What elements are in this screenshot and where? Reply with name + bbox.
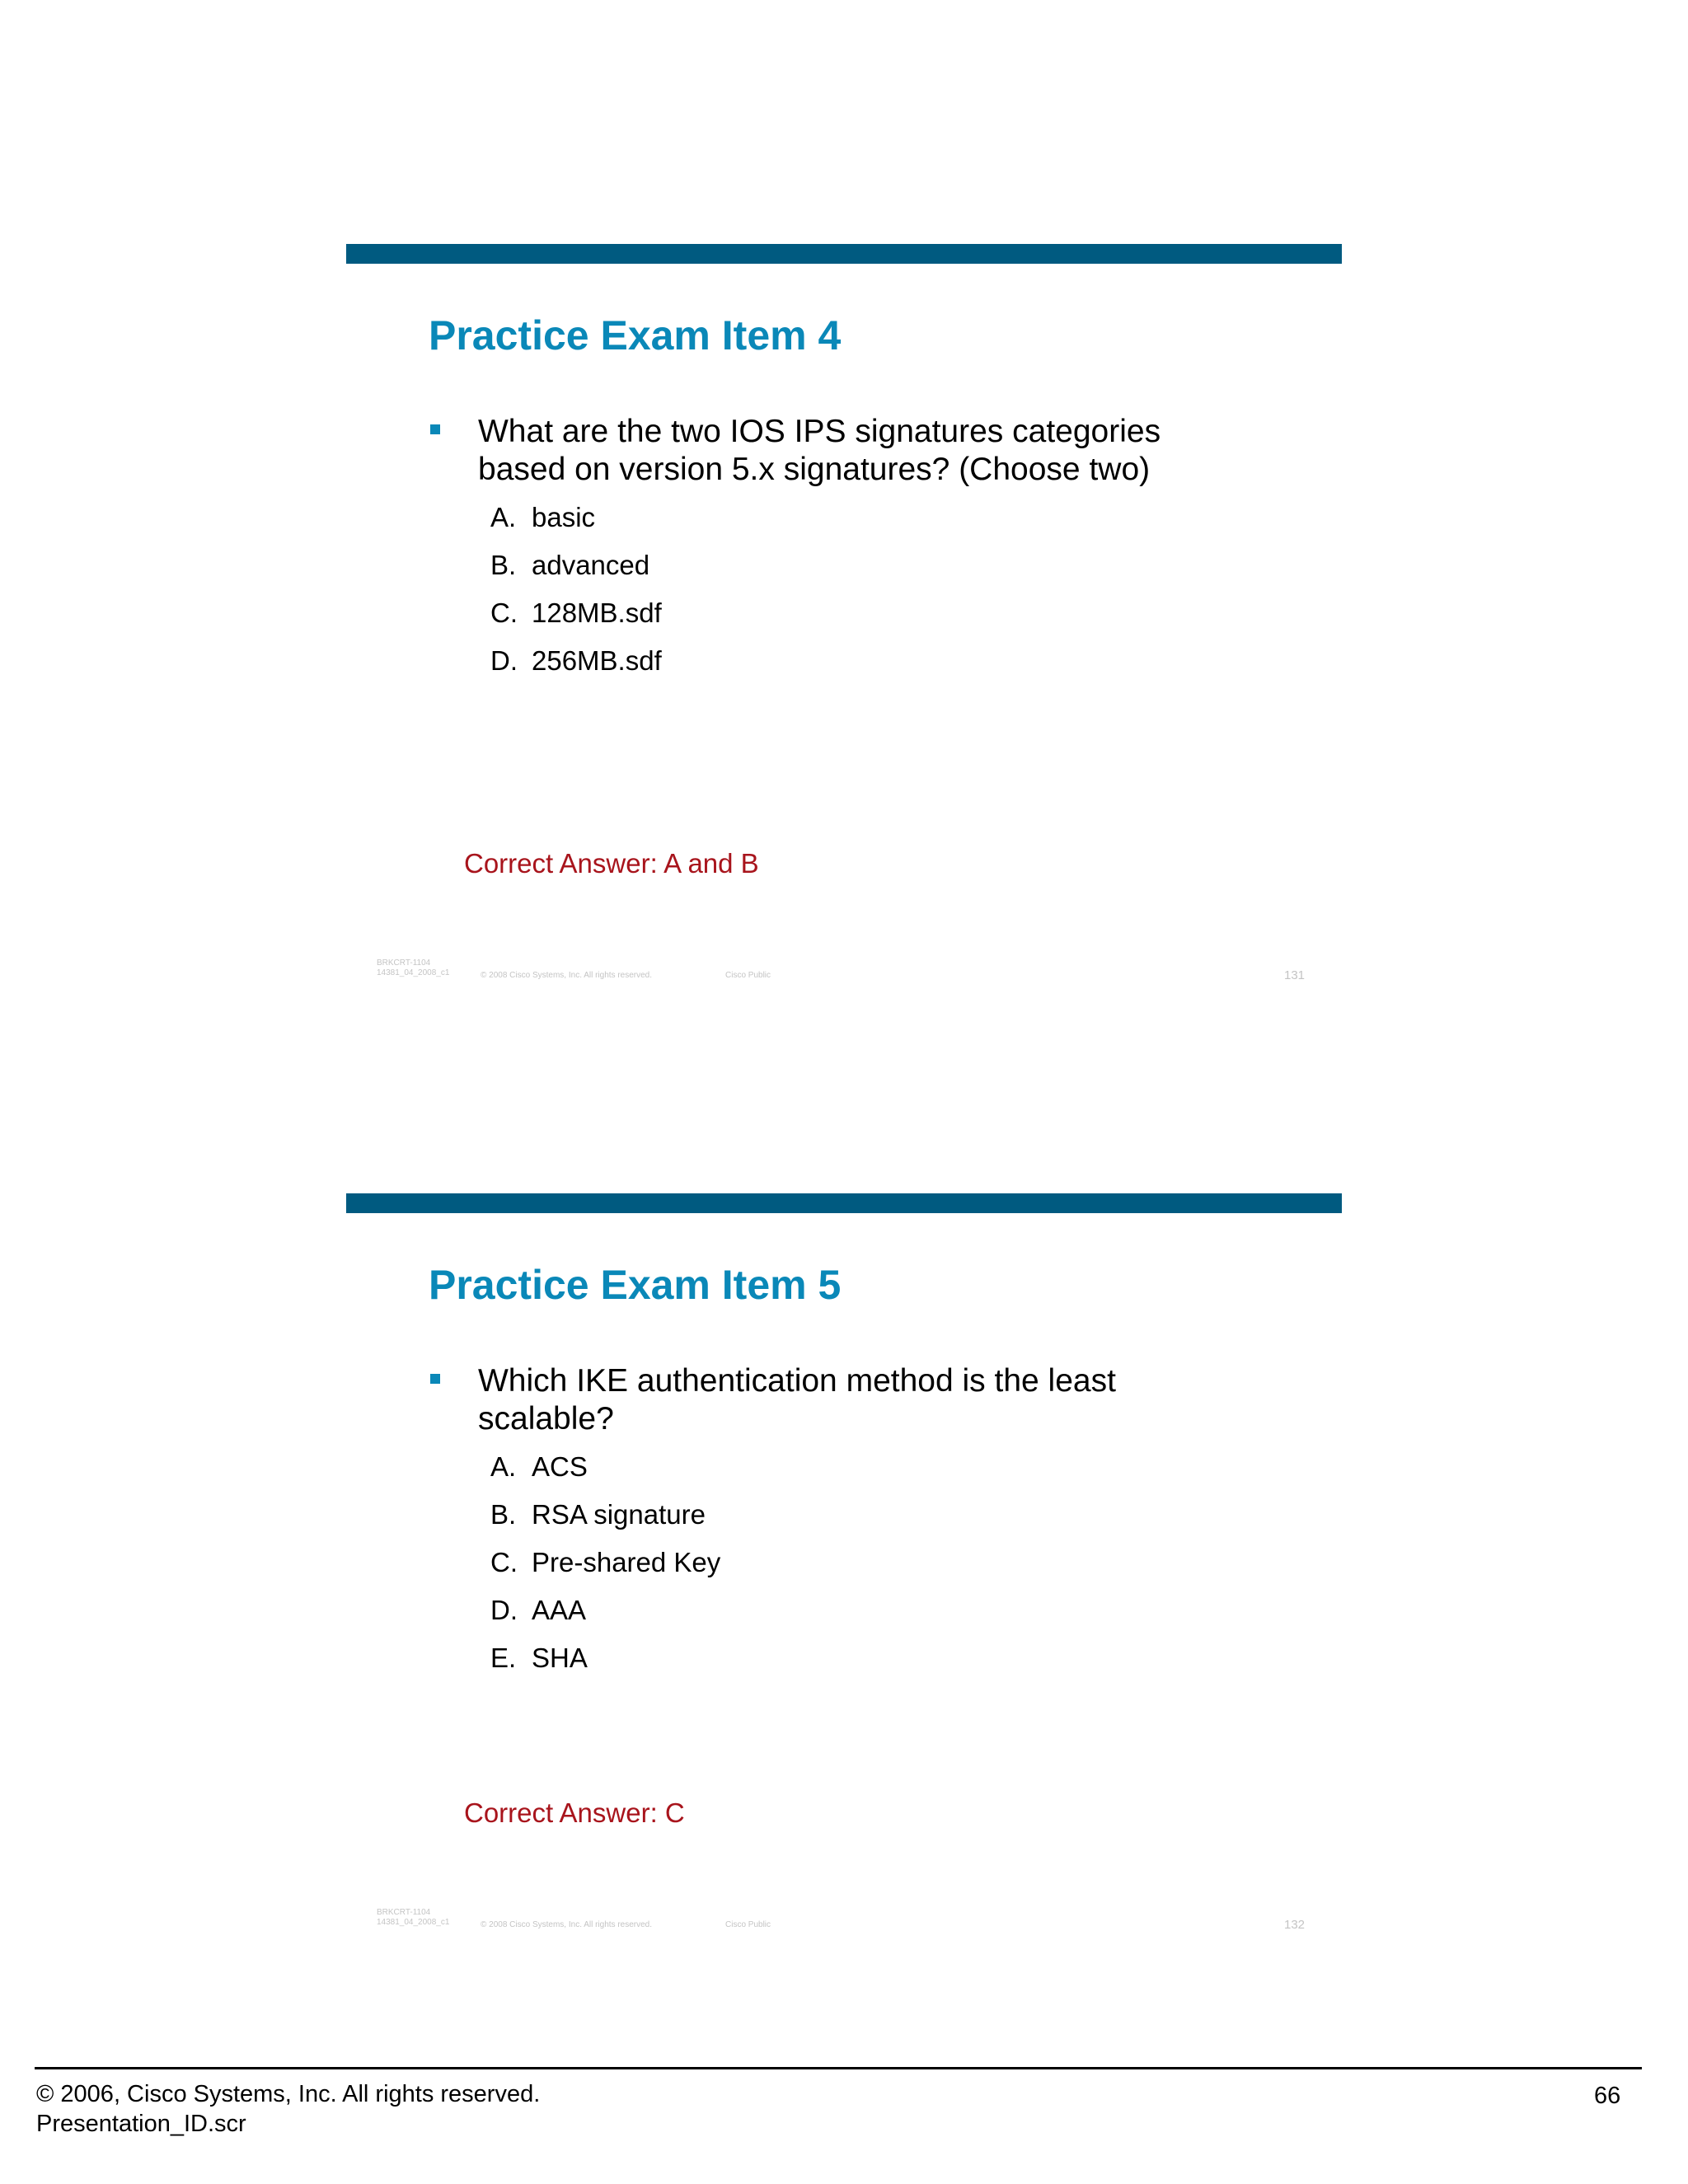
slide-footer-code bbox=[377, 958, 449, 978]
question-text: What are the two IOS IPS signatures categories based on version 5.x signatures? (Choose two) bbox=[478, 414, 1161, 487]
slide-footer-copyright: © 2008 Cisco Systems, Inc. All rights reserved. bbox=[481, 1920, 653, 1929]
option-text: AAA bbox=[532, 1595, 587, 1625]
session-code: BRKCRT-1104 bbox=[377, 1908, 431, 1917]
option-text: 256MB.sdf bbox=[532, 645, 662, 676]
option-text: RSA signature bbox=[532, 1499, 706, 1530]
deck-code: 14381_04_2008_c1 bbox=[377, 968, 450, 977]
answer-options bbox=[490, 501, 662, 692]
square-bullet-icon bbox=[430, 1374, 440, 1384]
option-letter: D. bbox=[490, 1595, 518, 1625]
session-code: BRKCRT-1104 bbox=[377, 958, 431, 968]
slide-item-5 bbox=[346, 1193, 1342, 1952]
page-footer-rule bbox=[35, 2067, 1642, 2069]
slide-header-bar bbox=[346, 244, 1342, 264]
option-e bbox=[490, 1642, 720, 1690]
slide-number: 131 bbox=[1284, 968, 1306, 982]
option-d bbox=[490, 644, 662, 692]
answer-options bbox=[490, 1451, 720, 1690]
slide-footer-classification: Cisco Public bbox=[725, 971, 771, 980]
slide-title: Practice Exam Item 4 bbox=[429, 312, 842, 359]
option-b bbox=[490, 549, 662, 597]
option-d bbox=[490, 1594, 720, 1642]
option-letter: D. bbox=[490, 645, 518, 676]
option-a bbox=[490, 501, 662, 549]
option-text: basic bbox=[532, 502, 596, 532]
slide-title: Practice Exam Item 5 bbox=[429, 1262, 842, 1308]
page-number: 66 bbox=[1594, 2083, 1621, 2109]
slide-footer-copyright: © 2008 Cisco Systems, Inc. All rights reserved. bbox=[481, 971, 653, 980]
option-text: Pre-shared Key bbox=[532, 1547, 721, 1577]
deck-code: 14381_04_2008_c1 bbox=[377, 1918, 450, 1927]
option-text: advanced bbox=[532, 550, 650, 580]
slide-header-bar bbox=[346, 1193, 1342, 1213]
option-letter: A. bbox=[490, 1451, 517, 1482]
slide-footer-classification: Cisco Public bbox=[725, 1920, 771, 1929]
slide-item-4 bbox=[346, 244, 1342, 1002]
option-c bbox=[490, 1546, 720, 1594]
page-document-id: Presentation_ID.scr bbox=[36, 2111, 246, 2137]
option-letter: C. bbox=[490, 1547, 518, 1577]
option-text: ACS bbox=[532, 1451, 588, 1482]
option-letter: B. bbox=[490, 1499, 517, 1530]
question-text: Which IKE authentication method is the least scalable? bbox=[478, 1363, 1116, 1436]
correct-answer: Correct Answer: C bbox=[464, 1797, 685, 1828]
option-text: SHA bbox=[532, 1643, 588, 1673]
option-letter: B. bbox=[490, 550, 517, 580]
option-letter: C. bbox=[490, 598, 518, 628]
option-text: 128MB.sdf bbox=[532, 598, 662, 628]
slide-number: 132 bbox=[1284, 1918, 1306, 1932]
option-letter: E. bbox=[490, 1643, 517, 1673]
option-b bbox=[490, 1498, 720, 1546]
option-letter: A. bbox=[490, 502, 517, 532]
slide-footer-code bbox=[377, 1908, 449, 1928]
option-c bbox=[490, 597, 662, 644]
option-a bbox=[490, 1451, 720, 1498]
square-bullet-icon bbox=[430, 424, 440, 434]
correct-answer: Correct Answer: A and B bbox=[464, 848, 759, 879]
page-copyright: © 2006, Cisco Systems, Inc. All rights reserved. bbox=[36, 2081, 541, 2107]
